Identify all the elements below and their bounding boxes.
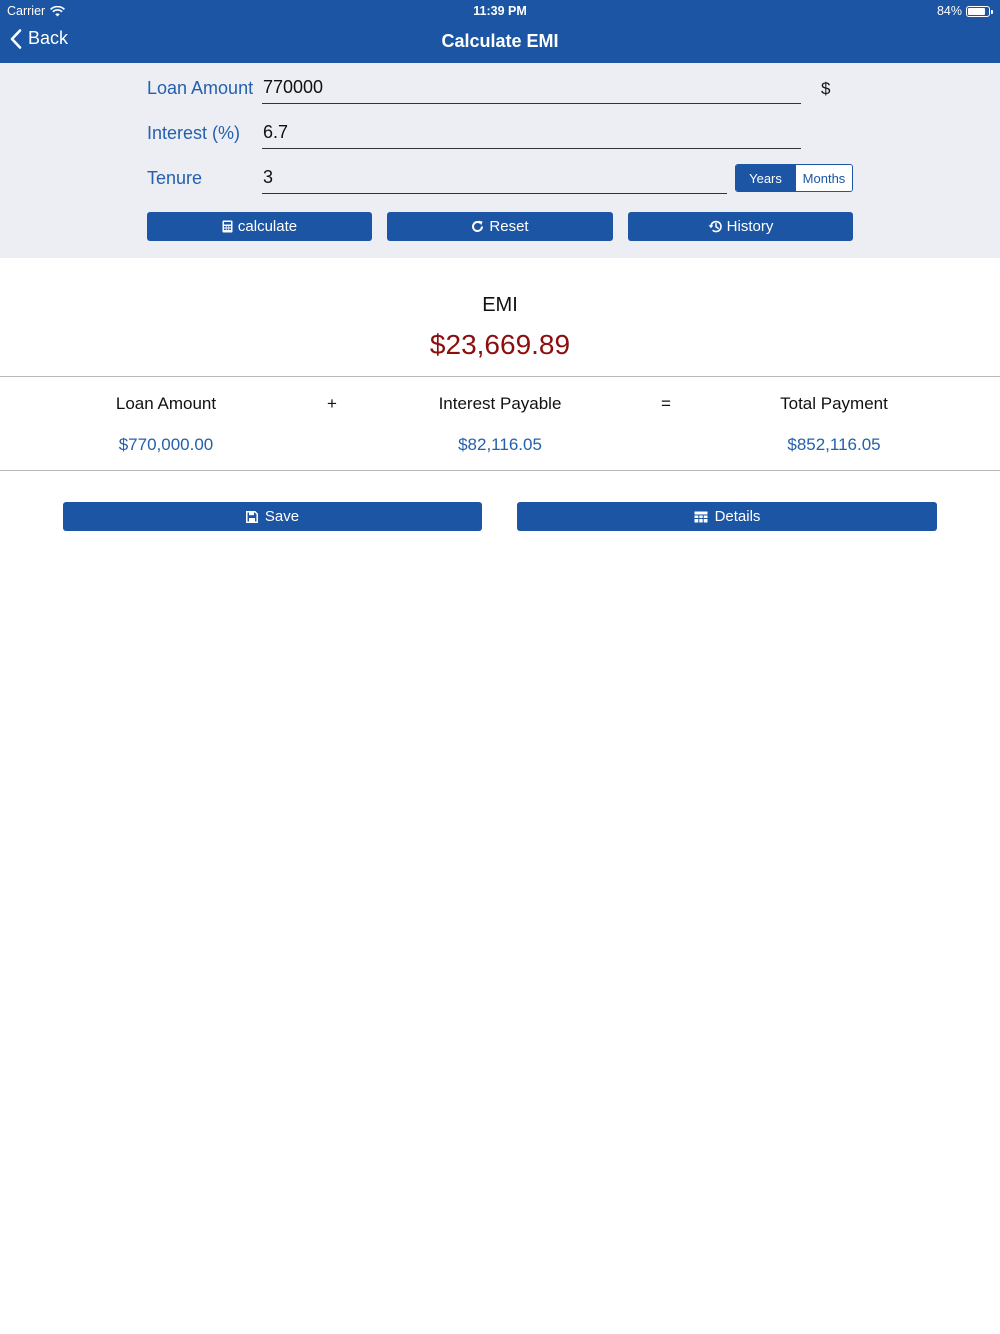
emi-label: EMI (482, 294, 518, 316)
history-icon (708, 220, 722, 233)
interest-payable-value: $82,116.05 (458, 435, 542, 454)
currency-symbol: $ (821, 79, 831, 98)
floppy-disk-icon (246, 511, 258, 523)
reset-label: Reset (489, 218, 529, 235)
reset-button[interactable] (387, 212, 613, 241)
status-bar (0, 0, 1000, 20)
interest-payable-label: Interest Payable (438, 394, 562, 413)
emi-value: $23,669.89 (429, 329, 571, 360)
divider-top (0, 376, 1000, 377)
back-label: Back (28, 28, 69, 48)
calculate-button[interactable] (147, 212, 372, 241)
tenure-unit-segmented-control (735, 164, 853, 192)
battery-percent: 84% (936, 4, 962, 18)
status-time: 11:39 PM (473, 4, 527, 18)
page-title: Calculate EMI (441, 31, 559, 51)
tenure-unit-years[interactable]: Years (736, 165, 795, 191)
tenure-input[interactable] (262, 162, 727, 194)
history-label: History (726, 218, 774, 235)
total-payment-value: $852,116.05 (787, 435, 881, 454)
interest-input[interactable] (262, 117, 801, 149)
calculate-label: calculate (237, 218, 298, 235)
battery-icon (966, 6, 990, 17)
loan-amount-summary (66, 394, 266, 455)
tenure-label: Tenure (147, 168, 203, 188)
battery-group (937, 4, 990, 18)
details-label: Details (714, 508, 761, 525)
loan-amount-summary-label: Loan Amount (115, 394, 217, 413)
navigation-bar (0, 20, 1000, 63)
interest-label: Interest (%) (147, 123, 241, 143)
save-button[interactable] (63, 502, 482, 531)
calculator-icon (222, 220, 233, 233)
tenure-unit-months[interactable]: Months (795, 165, 852, 191)
divider-bottom (0, 470, 1000, 471)
save-label: Save (264, 508, 300, 525)
interest-payable-summary (400, 394, 600, 455)
refresh-icon (471, 220, 484, 233)
table-icon (694, 511, 708, 523)
top-bar (0, 0, 1000, 63)
equals-sign: = (661, 394, 671, 413)
total-payment-label: Total Payment (780, 394, 888, 413)
interest-row (147, 109, 847, 149)
loan-amount-summary-value: $770,000.00 (118, 435, 214, 454)
total-payment-summary (734, 394, 934, 455)
loan-amount-input[interactable] (262, 72, 801, 104)
loan-amount-label: Loan Amount (147, 78, 254, 98)
history-button[interactable] (628, 212, 853, 241)
emi-form (0, 63, 1000, 258)
plus-sign: + (327, 394, 337, 413)
loan-amount-row (147, 64, 847, 104)
carrier-label: Carrier (7, 4, 46, 18)
tenure-row (147, 154, 747, 194)
details-button[interactable] (517, 502, 937, 531)
